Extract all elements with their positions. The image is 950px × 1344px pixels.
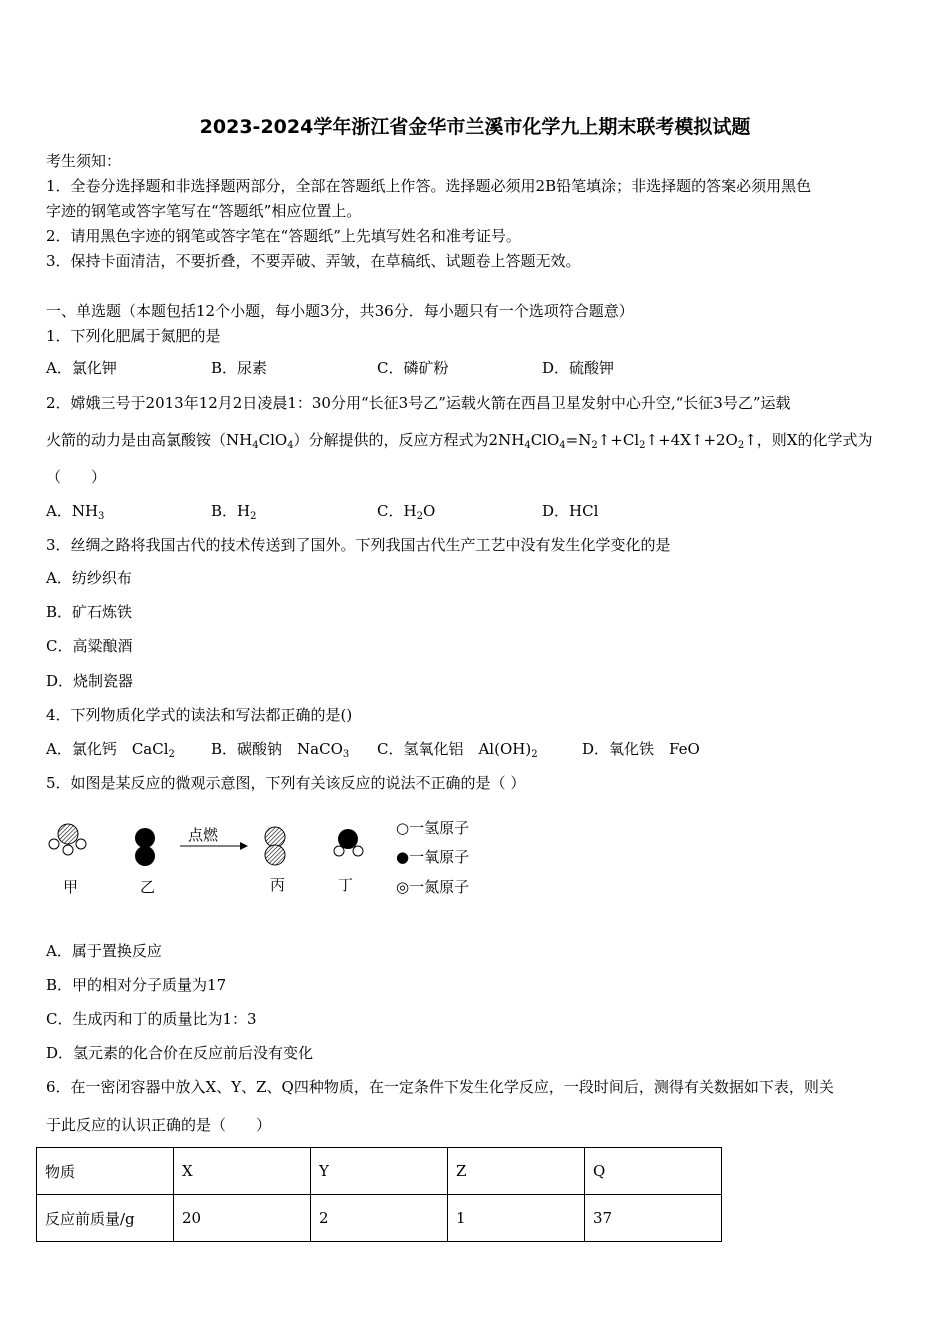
q1-option-c: C．磷矿粉: [377, 359, 449, 377]
molecule-nitrogen: [265, 827, 285, 865]
legend-nitrogen: ◎一氮原子: [396, 878, 470, 896]
notice-item: 字迹的钢笔或答字笔写在“答题纸”相应位置上。: [46, 202, 362, 220]
mass-data-table: [36, 1147, 722, 1242]
table-header-cell: 物质: [37, 1148, 174, 1195]
label-yi: 乙: [140, 878, 156, 896]
q2-option-d: D．HCl: [542, 502, 599, 520]
question-4-stem: 4．下列物质化学式的读法和写法都正确的是(): [46, 706, 353, 724]
label-jia: 甲: [63, 878, 79, 896]
q4-option-c: C．氢氧化铝 $Al(OH)_2$: [377, 740, 538, 760]
legend-oxygen: ●一氧原子: [396, 848, 470, 866]
molecule-oxygen: [135, 828, 155, 866]
q3-option-d: D．烧制瓷器: [46, 672, 134, 690]
question-2-stem: 2．嫦娥三号于2013年12月2日凌晨1：30分用“长征3号乙”运载火箭在西昌卫星发射中心升空,“长征3号乙”运载: [46, 394, 791, 412]
table-header-row: [37, 1148, 722, 1195]
q5-option-b: B．甲的相对分子质量为17: [46, 976, 227, 994]
table-cell: 反应前质量/g: [37, 1195, 174, 1242]
page-title: 2023-2024学年浙江省金华市兰溪市化学九上期末联考模拟试题: [199, 116, 751, 138]
q5-option-c: C．生成丙和丁的质量比为1：3: [46, 1010, 257, 1028]
q1-option-d: D．硫酸钾: [542, 359, 615, 377]
q3-option-b: B．矿石炼铁: [46, 603, 133, 621]
question-5-stem: 5．如图是某反应的微观示意图，下列有关该反应的说法不正确的是（ ）: [46, 774, 526, 792]
q2-option-b: B．$H_2$: [211, 502, 257, 522]
table-header-cell: Q: [585, 1148, 722, 1195]
q4-option-a: A．氯化钙 CaCl$_2$: [46, 740, 175, 760]
legend-hydrogen: ○一氢原子: [396, 819, 470, 837]
table-row: [37, 1195, 722, 1242]
q4-option-b: B．碳酸钠 NaCO$_3$: [211, 740, 350, 760]
table-header-cell: Z: [448, 1148, 585, 1195]
q5-option-a: A．属于置换反应: [46, 942, 162, 960]
q2-option-c: C．$H_2O$: [377, 502, 436, 522]
question-1-stem: 1．下列化肥属于氮肥的是: [46, 327, 221, 345]
q1-option-b: B．尿素: [211, 359, 268, 377]
q1-option-a: A．氯化钾: [46, 359, 117, 377]
table-cell: 1: [448, 1195, 585, 1242]
notice-item: 3．保持卡面清洁，不要折叠，不要弄破、弄皱，在草稿纸、试题卷上答题无效。: [46, 252, 581, 270]
table-header-cell: X: [174, 1148, 311, 1195]
q5-option-d: D．氢元素的化合价在反应前后没有变化: [46, 1044, 314, 1062]
question-2-equation-line: 火箭的动力是由高氯酸铵$(NH_4ClO_4)$分解提供的，反应方程式为$2NH_4ClO_4=N_2↑+Cl_2↑+4X↑+2O_2↑$，则X的化学式为: [46, 431, 873, 451]
molecule-water: [334, 829, 363, 856]
reaction-diagram: [40, 812, 500, 902]
table-cell: 20: [174, 1195, 311, 1242]
arrow-label: 点燃: [188, 826, 219, 844]
notice-item: 2．请用黑色字迹的钢笔或答字笔在“答题纸”上先填写姓名和准考证号。: [46, 227, 521, 245]
section-heading: 一、单选题（本题包括12个小题，每小题3分，共36分．每小题只有一个选项符合题意）: [46, 302, 634, 320]
table-cell: 2: [311, 1195, 448, 1242]
reaction-arrow: [180, 826, 248, 850]
question-6-stem: 6．在一密闭容器中放入X、Y、Z、Q四种物质，在一定条件下发生化学反应，一段时间后，测得有关数据如下表，则关: [46, 1078, 834, 1096]
molecule-ammonia: [49, 824, 86, 855]
q2-option-a: A．$NH_3$: [46, 502, 105, 522]
table-header-cell: Y: [311, 1148, 448, 1195]
q3-option-a: A．纺纱织布: [46, 569, 132, 587]
question-2-blank: （ ）: [46, 468, 107, 486]
label-bing: 丙: [270, 876, 286, 894]
notice-item: 1．全卷分选择题和非选择题两部分，全部在答题纸上作答。选择题必须用2B铅笔填涂；非选择题的答案必须用黑色: [46, 177, 812, 195]
q3-option-c: C．高粱酿酒: [46, 637, 133, 655]
question-6-stem-cont: 于此反应的认识正确的是（ ）: [46, 1116, 272, 1134]
label-ding: 丁: [338, 876, 354, 894]
q4-option-d: D．氧化铁 FeO: [582, 740, 700, 758]
notice-heading: 考生须知：: [46, 152, 122, 170]
question-3-stem: 3．丝绸之路将我国古代的技术传送到了国外。下列我国古代生产工艺中没有发生化学变化的是: [46, 536, 671, 554]
table-cell: 37: [585, 1195, 722, 1242]
